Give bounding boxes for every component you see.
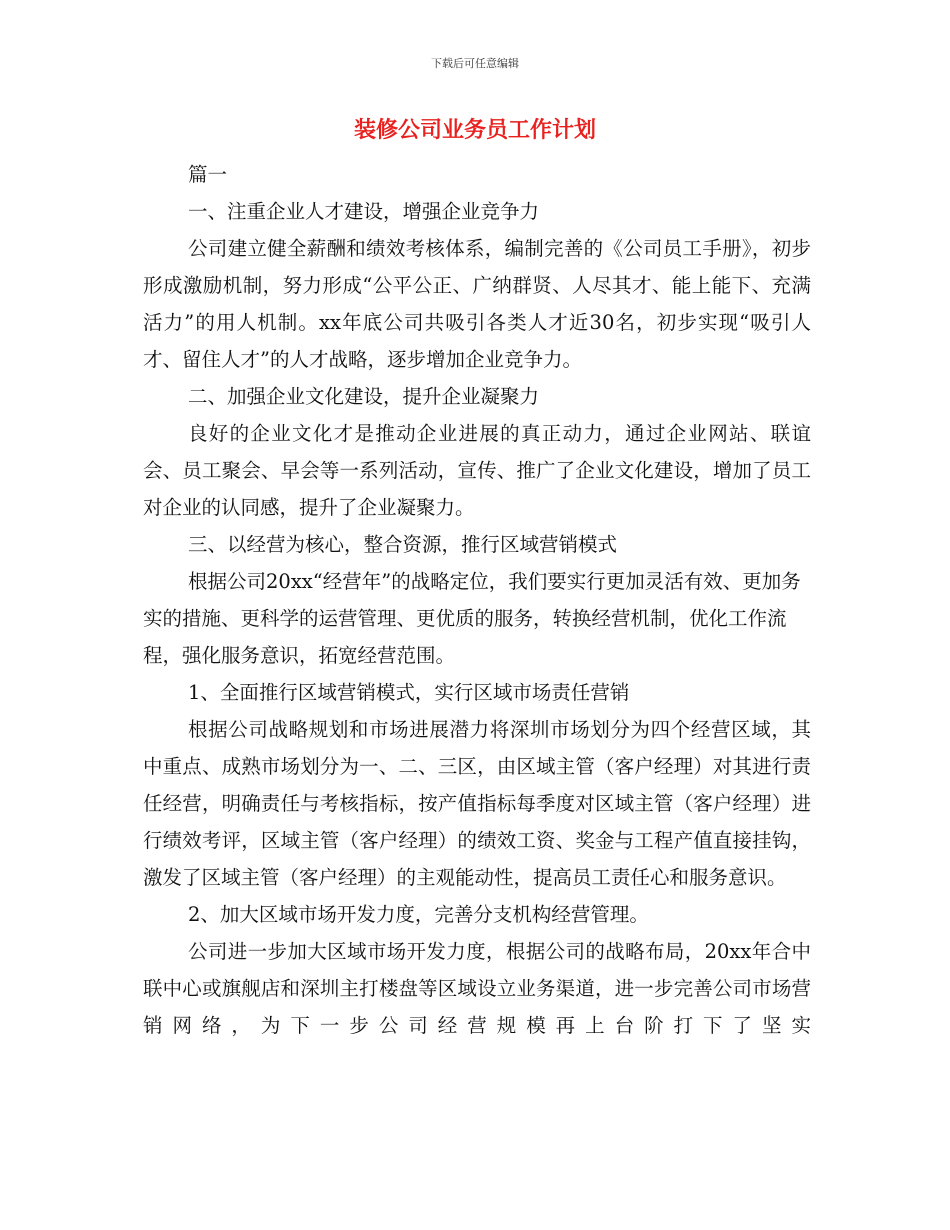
subsection-heading-1: 1、全面推行区域营销模式，实行区域市场责任营销 xyxy=(188,681,630,704)
document-title: 装修公司业务员工作计划 xyxy=(353,118,596,143)
section-heading-2: 二、加强企业文化建设，提升企业凝聚力 xyxy=(188,385,540,408)
document-body xyxy=(143,156,811,1044)
paragraph-talent: 公司建立健全薪酬和绩效考核体系，编制完善的《公司员工手册》，初步形成激励机制，努力形成“公平公正、广纳群贤、人尽其才、能上能下、充满活力”的用人机制。xx年底公司共吸引各类人才近30名，初步实现“吸引人才、留住人才”的人才战略，逐步增加企业竞争力。 xyxy=(143,237,811,371)
paragraph-market-development: 公司进一步加大区域市场开发力度，根据公司的战略布局，20xx年合中联中心或旗舰店和深圳主打楼盘等区域设立业务渠道，进一步完善公司市场营销网络，为下一步公司经营规模再上台阶打下了坚实 xyxy=(143,940,811,1037)
paragraph-culture: 良好的企业文化才是推动企业进展的真正动力，通过企业网站、联谊会、员工聚会、早会等一系列活动，宣传、推广了企业文化建设，增加了员工对企业的认同感，提升了企业凝聚力。 xyxy=(143,422,811,519)
header-note: 下载后可任意编辑 xyxy=(431,57,519,70)
section-heading-1: 一、注重企业人才建设，增强企业竞争力 xyxy=(188,200,540,223)
paragraph-operations: 根据公司20xx“经营年”的战略定位，我们要实行更加灵活有效、更加务实的措施、更科学的运营管理、更优质的服务，转换经营机制，优化工作流程，强化服务意识，拓宽经营范围。 xyxy=(143,570,801,667)
section-label: 篇一 xyxy=(188,163,228,186)
section-heading-3: 三、以经营为核心，整合资源，推行区域营销模式 xyxy=(188,533,618,556)
subsection-heading-2: 2、加大区域市场开发力度，完善分支机构经营管理。 xyxy=(188,903,649,926)
paragraph-regional-model: 根据公司战略规划和市场进展潜力将深圳市场划分为四个经营区域，其中重点、成熟市场划分为一、二、三区，由区域主管（客户经理）对其进行责任经营，明确责任与考核指标，按产值指标每季度对区域主管（客户经理）进行绩效考评，区域主管（客户经理）的绩效工资、奖金与工程产值直接挂钩，激发了区域主管（客户经理）的主观能动性，提高员工责任心和服务意识。 xyxy=(143,718,811,889)
